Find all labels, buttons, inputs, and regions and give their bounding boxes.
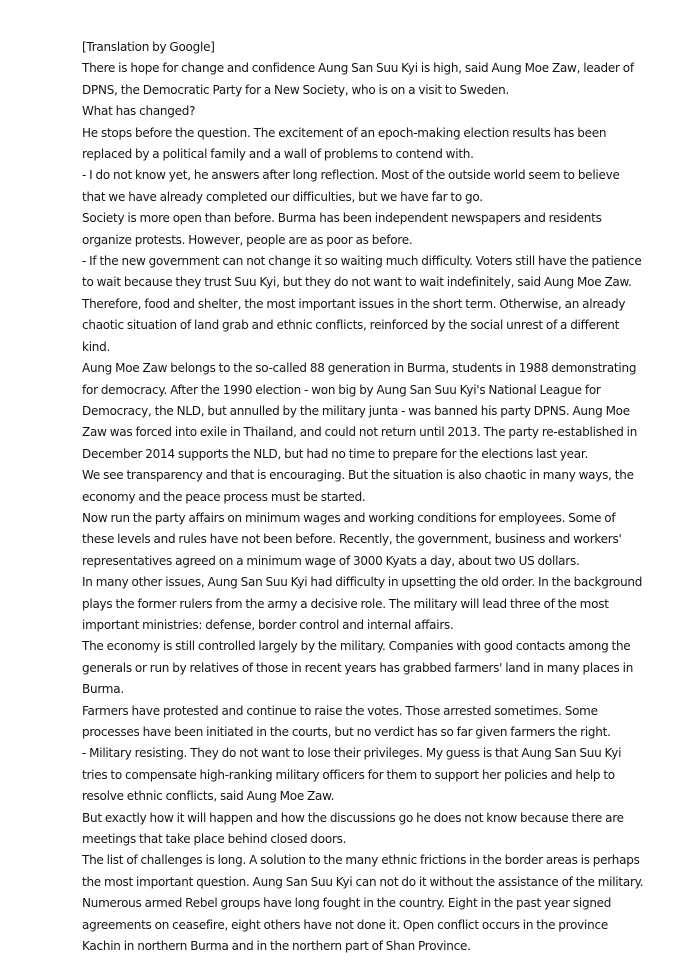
paragraph-12: The economy is still controlled largely by the military. Companies with good contacts among the generals or run by relatives of those in recent years has grabbed farmers' land in many places in Burma. [82, 639, 634, 697]
paragraph-3: He stops before the question. The excitement of an epoch-making election results has been replaced by a political family and a wall of problems to contend with. [82, 125, 607, 162]
paragraph-11: In many other issues, Aung San Suu Kyi had difficulty in upsetting the old order. In the background plays the former rulers from the army a decisive role. The military will lead three of the most important ministries: defense, border control and internal affairs. [82, 575, 643, 632]
paragraph-10: Now run the party affairs on minimum wages and working conditions for employees. Some of these levels and rules have not been before. Recently, the government, business and workers' representatives agreed on a minimum wage of 3000 Kyats a day, about two US dollars. [82, 510, 622, 568]
paragraph-16: The list of challenges is long. A solution to the many ethnic frictions in the border areas is perhaps the most important question. Aung San Suu Kyi can not do it without the assistance of the military. [82, 853, 644, 889]
paragraph-13: Farmers have protested and continue to raise the votes. Those arrested sometimes. Some processes have been initiated in the courts, but no verdict has so far given farmers the right. [82, 703, 611, 739]
paragraph-9: We see transparency and that is encouraging. But the situation is also chaotic in many ways, the economy and the peace process must be started. [82, 468, 634, 504]
paragraph-4: - I do not know yet, he answers after long reflection. Most of the outside world seem to believe that we have already completed our difficulties, but we have far to go. [82, 168, 620, 204]
translation-note: [Translation by Google] [82, 40, 215, 54]
paragraph-1: There is hope for change and confidence Aung San Suu Kyi is high, said Aung Moe Zaw, leader of DPNS, the Democratic Party for a New Society, who is on a visit to Sweden. [82, 61, 634, 97]
paragraph-17: Numerous armed Rebel groups have long fought in the country. Eight in the past year signed agreements on ceasefire, eight others have not done it. Open conflict occurs in the province Kachin in northern Burma and in the northern part of Shan Province. [82, 896, 612, 954]
article-body [82, 37, 644, 957]
paragraph-14: - Military resisting. They do not want to lose their privileges. My guess is that Aung San Suu Kyi tries to compensate high-ranking military officers for them to support her policies and help to resolve ethnic conflicts, said Aung Moe Zaw. [82, 746, 622, 804]
paragraph-15: But exactly how it will happen and how the discussions go he does not know because there are meetings that take place behind closed doors. [82, 810, 624, 847]
paragraph-2: What has changed? [82, 104, 196, 119]
paragraph-6: - If the new government can not change it so waiting much difficulty. Voters still have the patience to wait because they trust Suu Kyi, but they do not want to wait indefinitely, said Aung Moe Zaw. [82, 254, 642, 290]
paragraph-7: Therefore, food and shelter, the most important issues in the short term. Otherwise, an already chaotic situation of land grab and ethnic conflicts, reinforced by the social unrest of a different kind. [82, 296, 626, 354]
paragraph-5: Society is more open than before. Burma has been independent newspapers and residents organize protests. However, people are as poor as before. [82, 211, 602, 247]
paragraph-8: Aung Moe Zaw belongs to the so-called 88 generation in Burma, students in 1988 demonstrating for democracy. After the 1990 election - won big by Aung San Suu Kyi's National League for Democracy, the NLD, but annulled by the military junta - was banned his party DPNS. Aung Moe Zaw was forced into exile in Thailand, and could not return until 2013. The party re-established in December 2014 supports the NLD, but had no time to prepare for the elections last year. [82, 361, 638, 461]
